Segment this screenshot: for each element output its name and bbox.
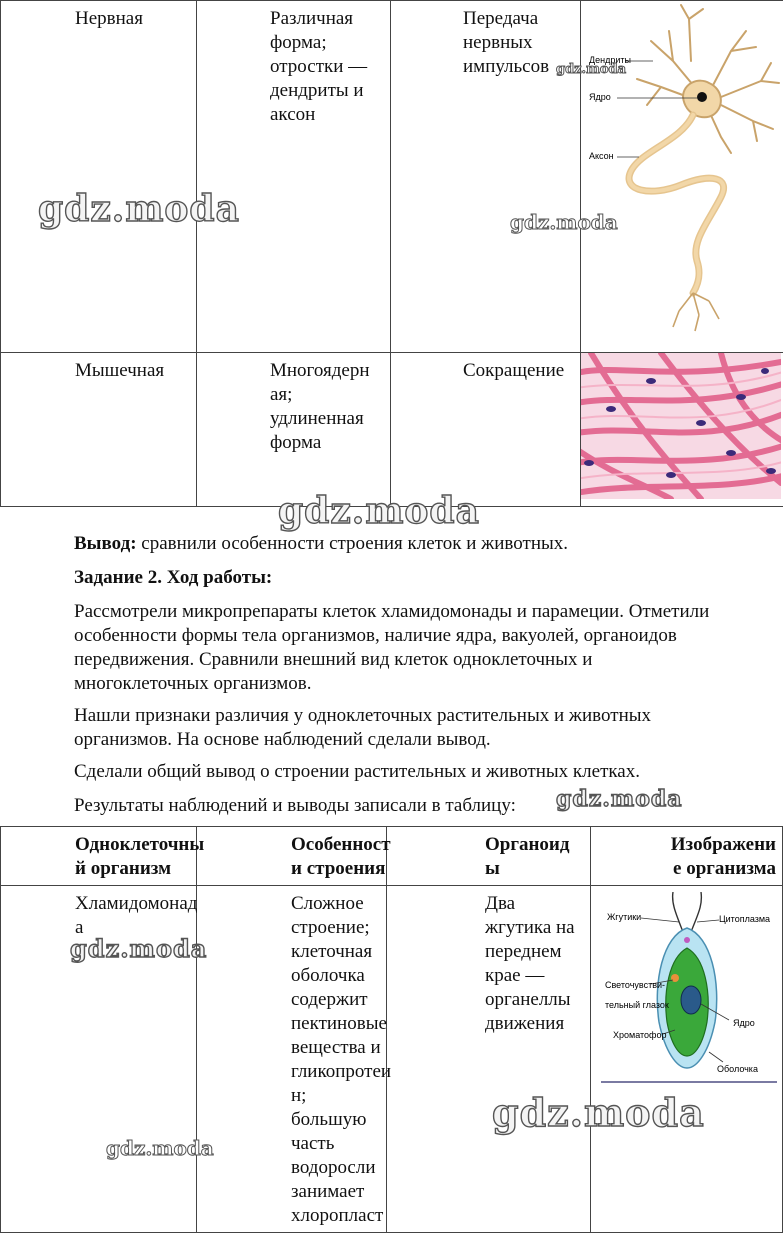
function-line: импульсов <box>463 56 550 77</box>
watermark: gdz.moda <box>556 786 683 812</box>
features-cell <box>197 886 392 1233</box>
watermark: gdz.moda <box>510 210 618 234</box>
image-cell <box>591 886 783 1233</box>
table-header-row <box>1 827 783 886</box>
watermark: gdz.moda <box>492 1090 705 1135</box>
conclusion-text: сравнили особенности строения клеток и животных. <box>136 533 569 554</box>
eyespot-label-2: тельный глазок <box>605 1000 669 1010</box>
conclusion-label: Вывод: <box>74 533 137 554</box>
axon-label: Аксон <box>589 151 614 161</box>
header-line: Органоид <box>485 834 570 855</box>
watermark: gdz.moda <box>556 62 627 77</box>
structure-line: удлиненная <box>270 408 364 429</box>
structure-cell <box>197 1 391 353</box>
structure-line: отростки — <box>270 56 368 77</box>
features-line: содержит <box>291 989 368 1010</box>
flagella-label: Жгутики <box>607 912 642 922</box>
header-line: е организма <box>673 858 776 879</box>
organoids-cell <box>387 886 591 1233</box>
table-row <box>1 353 783 507</box>
paragraph-line: Рассмотрели микропрепараты клеток хламидомонады и парамеции. Отметили <box>74 601 710 622</box>
features-line: н; большую <box>291 1085 367 1130</box>
structure-line: ая; <box>270 384 293 405</box>
organoids-line: крае — <box>485 965 545 986</box>
nucleus-label: Ядро <box>733 1018 755 1028</box>
header-line: и строения <box>291 858 386 879</box>
organoids-line: движения <box>485 1013 565 1034</box>
features-line: Сложное <box>291 893 364 914</box>
function-cell <box>391 1 581 353</box>
task2-heading: Задание 2. Ход работы: <box>74 567 273 588</box>
features-line: гликопротеи <box>291 1061 392 1082</box>
structure-line: форма <box>270 432 322 453</box>
features-line: вещества и <box>291 1037 381 1058</box>
features-line: пектиновые <box>291 1013 387 1034</box>
nucleus-label: Ядро <box>589 92 611 102</box>
features-line: оболочка <box>291 965 365 986</box>
tissue-name: Мышечная <box>75 360 165 381</box>
header-cell <box>387 827 591 886</box>
features-line: занимает <box>291 1181 365 1202</box>
paragraph <box>74 760 774 784</box>
chlamydomonas-figure <box>591 892 781 1092</box>
header-line: ы <box>485 858 500 879</box>
paragraph-line: передвижения. Сравнили внешний вид клеток одноклеточных и <box>74 649 593 670</box>
organoids-line: жгутика на <box>485 917 575 938</box>
organism-line: Хламидомонад <box>75 893 198 914</box>
header-line: й организм <box>75 858 172 879</box>
paragraph <box>74 704 774 752</box>
watermark: gdz.moda <box>70 934 208 963</box>
organoids-line: органеллы <box>485 989 571 1010</box>
watermark: gdz.moda <box>278 490 480 532</box>
organoids-line: Два <box>485 893 516 914</box>
organism-table <box>0 826 783 1233</box>
chromatophore-label: Хроматофор <box>613 1030 667 1040</box>
flagellum-left <box>673 892 683 932</box>
features-line: строение; <box>291 917 370 938</box>
tissue-name: Нервная <box>75 8 143 29</box>
structure-line: Многоядерн <box>270 360 370 381</box>
flagellum-right <box>691 892 701 932</box>
neuron-figure <box>581 1 781 345</box>
structure-line: дендриты и <box>270 80 364 101</box>
features-line: часть <box>291 1133 335 1154</box>
header-cell <box>1 827 205 886</box>
nucleus-shape <box>681 986 701 1014</box>
function-cell <box>391 353 581 507</box>
paragraph-line: многоклеточных организмов. <box>74 673 312 694</box>
header-line: Изображени <box>670 834 776 855</box>
table-row <box>1 1 783 353</box>
watermark: gdz.moda <box>38 188 240 230</box>
features-line: водоросли <box>291 1157 376 1178</box>
header-line: Особенност <box>291 834 391 855</box>
eyespot-label-1: Светочувстви- <box>605 980 666 990</box>
structure-line: аксон <box>270 104 316 125</box>
membrane-label: Оболочка <box>717 1064 758 1074</box>
tissue-cell <box>1 1 197 353</box>
header-line: Одноклеточны <box>75 834 205 855</box>
structure-cell <box>197 353 391 507</box>
function-line: Передача <box>463 8 539 29</box>
muscle-tissue-figure <box>581 353 781 499</box>
tissue-table <box>0 0 783 507</box>
organoids-line: переднем <box>485 941 562 962</box>
tissue-cell <box>1 353 197 507</box>
features-line: хлоропласт <box>291 1205 384 1226</box>
function-line: нервных <box>463 32 533 53</box>
watermark: gdz.moda <box>106 1136 214 1160</box>
paragraph-line: Сделали общий вывод о строении растительных и животных клетках. <box>74 761 640 782</box>
cytoplasm-label: Цитоплазма <box>719 914 771 924</box>
paragraph-line: особенности формы тела организмов, наличие ядра, вакуолей, органоидов <box>74 625 677 646</box>
paragraph <box>74 600 774 696</box>
image-cell <box>581 353 783 507</box>
conclusion <box>74 532 774 556</box>
paragraph-line: Нашли признаки различия у одноклеточных растительных и животных <box>74 705 652 726</box>
paragraph-line: Результаты наблюдений и выводы записали в таблицу: <box>74 795 516 816</box>
structure-line: Различная <box>270 8 354 29</box>
paragraph-line: организмов. На основе наблюдений сделали вывод. <box>74 729 491 750</box>
features-line: клеточная <box>291 941 373 962</box>
structure-line: форма; <box>270 32 327 53</box>
nucleus-dot <box>697 92 707 102</box>
dendrites-label: Дендриты <box>589 55 631 65</box>
function-line: Сокращение <box>463 360 565 381</box>
eyespot-shape <box>671 974 679 982</box>
header-cell <box>591 827 783 886</box>
image-cell <box>581 1 783 353</box>
header-cell <box>197 827 391 886</box>
organism-line: а <box>75 917 84 938</box>
